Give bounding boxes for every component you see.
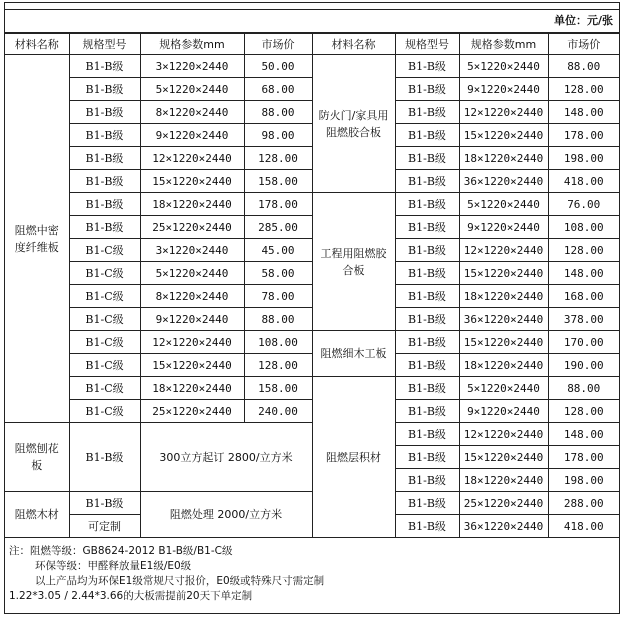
spec-grade: B1-B级	[395, 55, 459, 78]
spec-size: 18×1220×2440	[459, 469, 548, 492]
spec-size: 25×1220×2440	[140, 216, 244, 239]
spec-grade: B1-B级	[69, 216, 140, 239]
price: 418.00	[548, 515, 619, 538]
spec-grade: B1-B级	[395, 469, 459, 492]
spec-size: 5×1220×2440	[459, 55, 548, 78]
spec-size: 15×1220×2440	[459, 124, 548, 147]
spec-grade: 可定制	[69, 515, 140, 538]
spec-size: 9×1220×2440	[459, 400, 548, 423]
spec-size: 3×1220×2440	[140, 239, 244, 262]
price: 78.00	[244, 285, 312, 308]
spec-size: 9×1220×2440	[140, 308, 244, 331]
spec-size: 36×1220×2440	[459, 308, 548, 331]
price: 240.00	[244, 400, 312, 423]
price: 98.00	[244, 124, 312, 147]
spec-size: 15×1220×2440	[140, 170, 244, 193]
top-bar	[5, 3, 619, 10]
material-name: 阻燃层积材	[312, 377, 395, 538]
spec-grade: B1-B级	[395, 377, 459, 400]
spec-grade: B1-B级	[395, 78, 459, 101]
table-header-row	[5, 34, 619, 55]
price: 178.00	[548, 124, 619, 147]
spec-grade: B1-B级	[69, 55, 140, 78]
price: 198.00	[548, 469, 619, 492]
price: 285.00	[244, 216, 312, 239]
price: 378.00	[548, 308, 619, 331]
price: 88.00	[548, 55, 619, 78]
material-name: 阻燃刨花板	[5, 423, 69, 492]
spec-grade: B1-B级	[395, 101, 459, 124]
spec-grade: B1-B级	[69, 147, 140, 170]
price: 45.00	[244, 239, 312, 262]
spec-size: 15×1220×2440	[140, 354, 244, 377]
price: 158.00	[244, 170, 312, 193]
price: 170.00	[548, 331, 619, 354]
spec-grade: B1-B级	[395, 193, 459, 216]
spec-size: 8×1220×2440	[140, 101, 244, 124]
spec-grade: B1-B级	[395, 285, 459, 308]
price: 88.00	[244, 308, 312, 331]
price: 190.00	[548, 354, 619, 377]
spec-grade: B1-C级	[69, 354, 140, 377]
spec-grade: B1-B级	[395, 423, 459, 446]
price: 128.00	[548, 78, 619, 101]
spec-grade: B1-C级	[69, 285, 140, 308]
spec-grade: B1-B级	[69, 124, 140, 147]
table-row	[5, 193, 619, 216]
spec-grade: B1-B级	[395, 492, 459, 515]
notes	[5, 538, 619, 604]
spec-size: 15×1220×2440	[459, 262, 548, 285]
spec-grade: B1-C级	[69, 308, 140, 331]
price: 148.00	[548, 101, 619, 124]
spec-size: 25×1220×2440	[459, 492, 548, 515]
price: 148.00	[548, 423, 619, 446]
column-header: 市场价	[244, 34, 312, 55]
price: 108.00	[244, 331, 312, 354]
spec-size: 15×1220×2440	[459, 331, 548, 354]
price: 178.00	[244, 193, 312, 216]
spec-size: 12×1220×2440	[459, 101, 548, 124]
material-name: 阻燃细木工板	[312, 331, 395, 377]
price: 198.00	[548, 147, 619, 170]
spec-grade: B1-C级	[69, 262, 140, 285]
price-table	[5, 33, 619, 538]
spec-size: 18×1220×2440	[140, 193, 244, 216]
spec-grade: B1-B级	[395, 331, 459, 354]
price: 148.00	[548, 262, 619, 285]
spec-grade: B1-C级	[69, 377, 140, 400]
spec-size: 3×1220×2440	[140, 55, 244, 78]
price: 158.00	[244, 377, 312, 400]
note-line: 注：阻燃等级：GB8624-2012 B1-B级/B1-C级	[9, 545, 233, 557]
price: 128.00	[244, 147, 312, 170]
spec-grade: B1-B级	[395, 354, 459, 377]
spec-size: 18×1220×2440	[459, 354, 548, 377]
table-row	[5, 55, 619, 78]
spec-size: 18×1220×2440	[140, 377, 244, 400]
note-line: 以上产品均为环保E1级常规尺寸报价，E0级或特殊尺寸需定制	[35, 575, 325, 587]
spec-size: 36×1220×2440	[459, 515, 548, 538]
price: 168.00	[548, 285, 619, 308]
spec-size: 9×1220×2440	[459, 78, 548, 101]
note-line: 环保等级：甲醛释放量E1级/E0级	[35, 560, 192, 572]
spec-size: 18×1220×2440	[459, 285, 548, 308]
spec-size: 36×1220×2440	[459, 170, 548, 193]
spec-grade: B1-B级	[69, 78, 140, 101]
price: 68.00	[244, 78, 312, 101]
spec-grade: B1-B级	[69, 170, 140, 193]
spec-size: 5×1220×2440	[140, 262, 244, 285]
material-name: 阻燃中密度纤维板	[5, 55, 69, 423]
spec-grade: B1-B级	[395, 216, 459, 239]
material-name: 防火门/家具用阻燃胶合板	[312, 55, 395, 193]
price: 108.00	[548, 216, 619, 239]
column-header: 材料名称	[5, 34, 69, 55]
spec-note: 300立方起订 2800/立方米	[140, 423, 312, 492]
spec-note: 阻燃处理 2000/立方米	[140, 492, 312, 538]
price: 88.00	[548, 377, 619, 400]
spec-size: 12×1220×2440	[140, 147, 244, 170]
spec-grade: B1-B级	[69, 492, 140, 515]
column-header: 规格型号	[395, 34, 459, 55]
spec-size: 15×1220×2440	[459, 446, 548, 469]
spec-size: 9×1220×2440	[459, 216, 548, 239]
spec-grade: B1-C级	[69, 239, 140, 262]
price: 76.00	[548, 193, 619, 216]
price: 128.00	[548, 400, 619, 423]
spec-grade: B1-B级	[395, 124, 459, 147]
price: 128.00	[548, 239, 619, 262]
table-row	[5, 377, 619, 400]
spec-size: 9×1220×2440	[140, 124, 244, 147]
spec-grade: B1-B级	[395, 239, 459, 262]
price: 178.00	[548, 446, 619, 469]
spec-grade: B1-B级	[395, 147, 459, 170]
spec-grade: B1-B级	[395, 446, 459, 469]
column-header: 规格型号	[69, 34, 140, 55]
price: 128.00	[244, 354, 312, 377]
spec-grade: B1-B级	[395, 262, 459, 285]
spec-grade: B1-C级	[69, 331, 140, 354]
spec-grade: B1-B级	[69, 193, 140, 216]
spec-grade: B1-B级	[395, 308, 459, 331]
bottom-rule	[5, 613, 619, 614]
material-name: 工程用阻燃胶合板	[312, 193, 395, 331]
column-header: 规格参数mm	[140, 34, 244, 55]
spec-grade: B1-B级	[69, 101, 140, 124]
spec-size: 8×1220×2440	[140, 285, 244, 308]
spec-size: 25×1220×2440	[140, 400, 244, 423]
column-header: 材料名称	[312, 34, 395, 55]
spec-grade: B1-B级	[395, 400, 459, 423]
spec-grade: B1-B级	[69, 423, 140, 492]
spec-grade: B1-B级	[395, 170, 459, 193]
spec-size: 12×1220×2440	[459, 423, 548, 446]
spec-grade: B1-C级	[69, 400, 140, 423]
price: 288.00	[548, 492, 619, 515]
table-row	[5, 331, 619, 354]
price: 58.00	[244, 262, 312, 285]
column-header: 规格参数mm	[459, 34, 548, 55]
spec-size: 5×1220×2440	[459, 193, 548, 216]
spec-grade: B1-B级	[395, 515, 459, 538]
spec-size: 5×1220×2440	[459, 377, 548, 400]
spec-size: 12×1220×2440	[459, 239, 548, 262]
column-header: 市场价	[548, 34, 619, 55]
price-sheet	[4, 2, 620, 614]
price: 88.00	[244, 101, 312, 124]
note-line: 1.22*3.05 / 2.44*3.66的大板需提前20天下单定制	[9, 590, 253, 602]
spec-size: 12×1220×2440	[140, 331, 244, 354]
price: 50.00	[244, 55, 312, 78]
unit-label: 单位：元/张	[5, 10, 619, 33]
material-name: 阻燃木材	[5, 492, 69, 538]
price: 418.00	[548, 170, 619, 193]
spec-size: 5×1220×2440	[140, 78, 244, 101]
spec-size: 18×1220×2440	[459, 147, 548, 170]
